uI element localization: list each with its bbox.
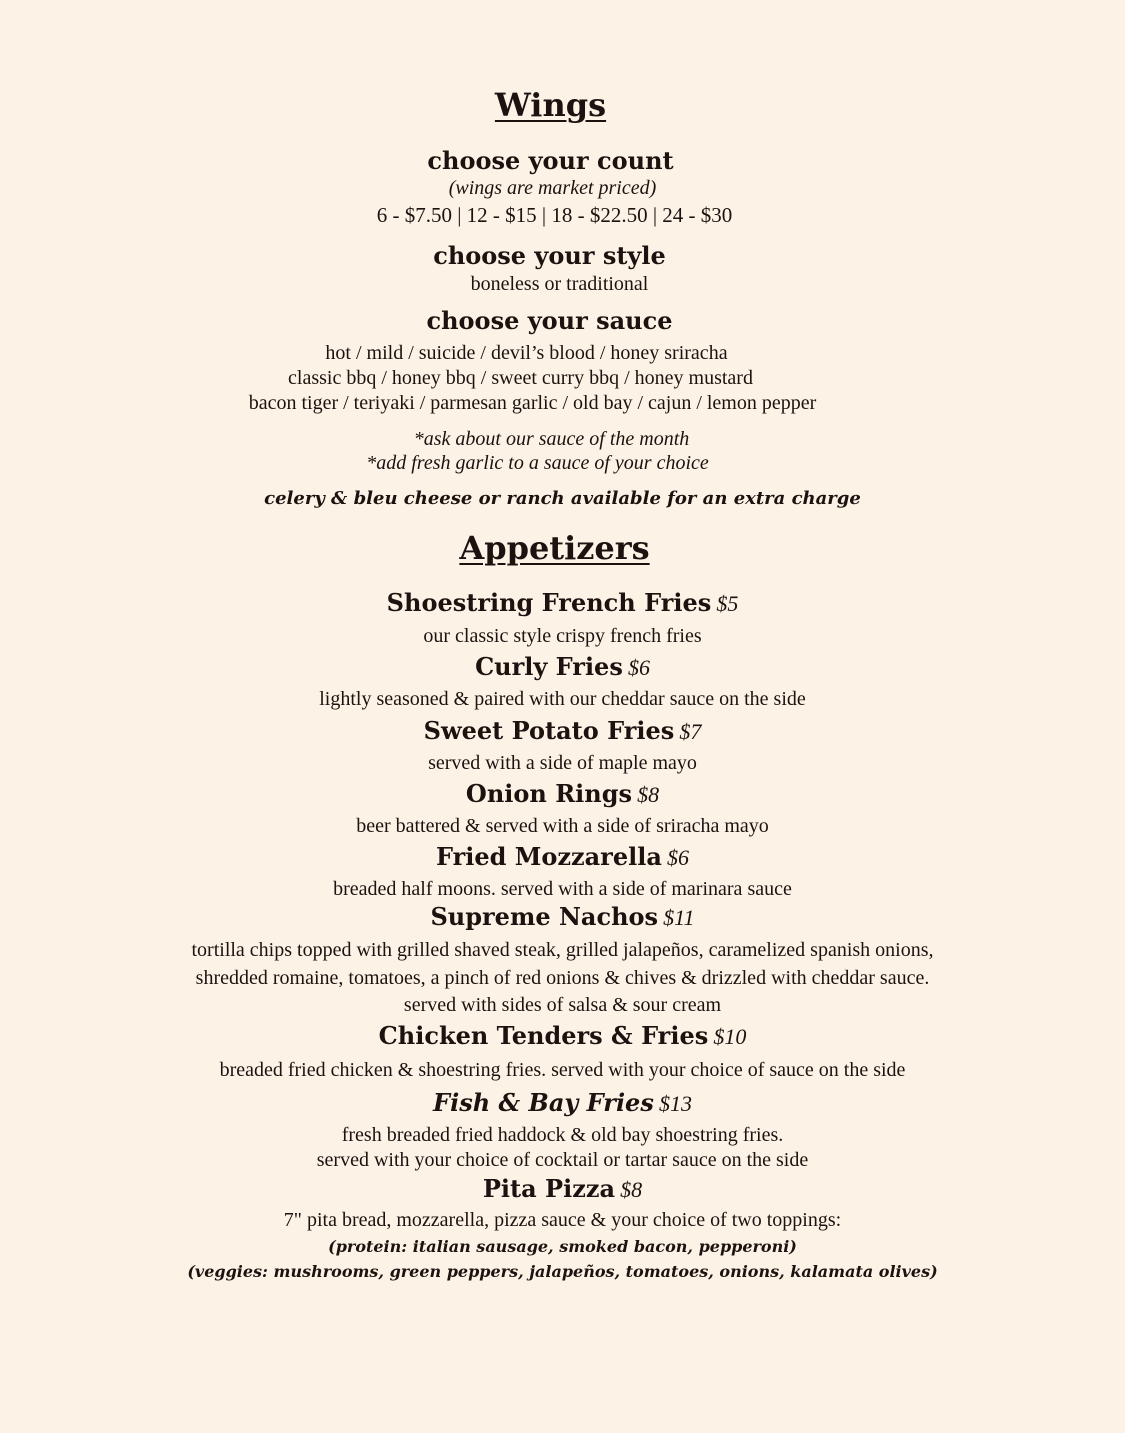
item-price: $8 (637, 782, 660, 807)
item-description: our classic style crispy french fries (423, 625, 702, 647)
sauce-line: bacon tiger / teriyaki / parmesan garlic / old bay / cajun / lemon pepper (248, 392, 817, 414)
menu-item-header (0, 588, 1125, 617)
item-name: Curly Fries (475, 652, 623, 681)
item-description: served with your choice of cocktail or tartar sauce on the side (316, 1149, 809, 1171)
item-price: $7 (679, 719, 702, 744)
menu-item-header (0, 1174, 1125, 1203)
count-heading: choose your count (427, 146, 674, 175)
item-name: Pita Pizza (482, 1174, 616, 1203)
sauce-line: hot / mild / suicide / devil’s blood / honey sriracha (325, 342, 728, 364)
appetizers-title: Appetizers (459, 529, 650, 567)
wings-title: Wings (494, 86, 607, 124)
pizza-toppings-veggies: (veggies: mushrooms, green peppers, jalapeños, tomatoes, onions, kalamata olives) (187, 1262, 938, 1281)
style-heading: choose your style (433, 241, 666, 270)
item-name: Shoestring French Fries (386, 588, 712, 617)
item-price: $5 (716, 591, 739, 616)
fresh-garlic-note: *add fresh garlic to a sauce of your choice (366, 452, 709, 474)
menu-item-header (0, 1088, 1125, 1117)
item-description: fresh breaded fried haddock & old bay shoestring fries. (341, 1124, 784, 1146)
item-price: $8 (620, 1177, 643, 1202)
item-price: $11 (663, 905, 695, 930)
item-description: lightly seasoned & paired with our cheddar sauce on the side (319, 688, 806, 710)
menu-item-header (0, 902, 1125, 931)
item-description: beer battered & served with a side of sriracha mayo (356, 815, 769, 837)
item-price: $6 (666, 845, 689, 870)
item-description: served with sides of salsa & sour cream (403, 994, 722, 1016)
sauce-of-month-note: *ask about our sauce of the month (413, 428, 690, 450)
item-description: breaded half moons. served with a side of marinara sauce (333, 878, 792, 900)
item-description: served with a side of maple mayo (428, 752, 697, 774)
menu-item-header (0, 1021, 1125, 1050)
item-name: Supreme Nachos (430, 902, 659, 931)
item-description: shredded romaine, tomatoes, a pinch of red onions & chives & drizzled with cheddar sauce. (195, 967, 930, 989)
extra-charge-note: celery & bleu cheese or ranch available for an extra charge (264, 488, 861, 509)
sauce-line: classic bbq / honey bbq / sweet curry bbq / honey mustard (288, 367, 753, 389)
item-price: $6 (627, 655, 650, 680)
item-name: Fish & Bay Fries (433, 1088, 654, 1117)
item-price: $10 (713, 1024, 747, 1049)
item-name: Fried Mozzarella (436, 842, 662, 871)
item-description: 7" pita bread, mozzarella, pizza sauce & your choice of two toppings: (283, 1209, 842, 1231)
menu-item-header (0, 716, 1125, 745)
pizza-toppings-protein: (protein: italian sausage, smoked bacon, pepperoni) (328, 1237, 797, 1256)
item-name: Onion Rings (465, 779, 632, 808)
item-name: Chicken Tenders & Fries (378, 1021, 709, 1050)
menu-item-header (0, 652, 1125, 681)
sauce-heading: choose your sauce (426, 306, 673, 335)
menu-item-header (0, 779, 1125, 808)
market-price-note: (wings are market priced) (448, 177, 657, 199)
style-options: boneless or traditional (470, 273, 649, 295)
item-description: tortilla chips topped with grilled shaved steak, grilled jalapeños, caramelized spanish onions, (191, 939, 934, 961)
menu-item-header (0, 842, 1125, 871)
wing-counts: 6 - $7.50 | 12 - $15 | 18 - $22.50 | 24 - $30 (376, 203, 733, 227)
item-description: breaded fried chicken & shoestring fries. served with your choice of sauce on the side (219, 1059, 906, 1081)
item-price: $13 (658, 1091, 692, 1116)
item-name: Sweet Potato Fries (423, 716, 675, 745)
